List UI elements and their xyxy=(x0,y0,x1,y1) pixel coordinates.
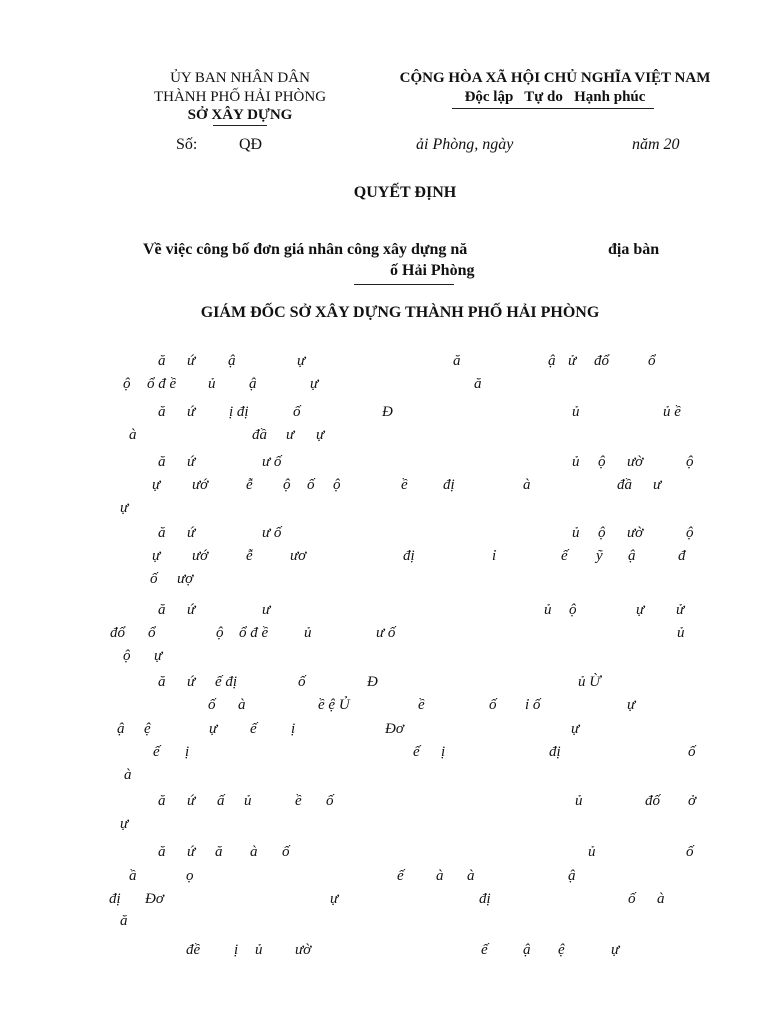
body-fragment: ủ xyxy=(572,525,580,541)
body-fragment: ị xyxy=(441,744,446,760)
body-fragment: ă xyxy=(215,844,223,860)
body-fragment: ư xyxy=(653,477,662,493)
body-fragment: à xyxy=(467,868,475,884)
body-fragment: ă xyxy=(158,674,166,690)
body-fragment: à xyxy=(657,891,665,907)
body-fragment: ổ đ ề xyxy=(239,625,269,641)
body-fragment: ứ xyxy=(187,525,196,541)
body-fragment: ổ xyxy=(648,353,656,369)
body-fragment: ậ xyxy=(249,376,257,392)
body-fragment: ộ xyxy=(283,477,291,493)
body-fragment: ộ xyxy=(598,525,606,541)
body-fragment: ứ xyxy=(187,353,196,369)
body-fragment: ậ xyxy=(117,721,125,737)
body-fragment: ự xyxy=(611,942,620,958)
body-fragment: ố xyxy=(686,844,694,860)
body-fragment: ă xyxy=(158,404,166,420)
body-fragment: ă xyxy=(120,913,128,929)
body-fragment: ư ố xyxy=(376,625,396,641)
body-fragment: ỉ ố xyxy=(525,697,541,713)
body-fragment: ầ xyxy=(129,868,137,884)
body-fragment: ề ệ Ủ xyxy=(318,697,350,713)
body-fragment: ế xyxy=(481,942,488,958)
body-fragment: ườ xyxy=(295,942,312,958)
body-fragment: ứ xyxy=(187,454,196,470)
body-fragment: ộ xyxy=(123,376,131,392)
body-fragment: ủ xyxy=(208,376,216,392)
body-fragment: ế xyxy=(561,548,568,564)
body-fragment: ị xyxy=(291,721,296,737)
body-fragment: ử xyxy=(676,602,685,618)
body-fragment: ă xyxy=(158,353,166,369)
body-fragment: ự xyxy=(627,697,636,713)
body-fragment: ế xyxy=(413,744,420,760)
body-fragment: ư xyxy=(262,602,271,618)
body-fragment: ứ xyxy=(187,844,196,860)
body-fragment: ộ xyxy=(569,602,577,618)
body-fragment: ộ xyxy=(123,648,131,664)
body-fragment: ộ xyxy=(686,525,694,541)
body-fragment: ề xyxy=(418,697,425,713)
body-fragment: à xyxy=(238,697,246,713)
body-fragment: ự xyxy=(209,721,218,737)
body-fragment: ư ố xyxy=(262,454,282,470)
body-fragment: ử xyxy=(568,353,577,369)
national-motto: Độc lập Tự do Hạnh phúc xyxy=(464,89,646,105)
body-fragment: à xyxy=(129,427,137,443)
body-fragment: ự xyxy=(571,721,580,737)
body-fragment: ố xyxy=(282,844,290,860)
body-fragment: à xyxy=(523,477,531,493)
body-fragment: ă xyxy=(453,353,461,369)
body-fragment: ủ xyxy=(588,844,596,860)
body-fragment: ự xyxy=(154,648,163,664)
body-fragment: ậ xyxy=(228,353,236,369)
body-fragment: ỉ xyxy=(492,548,497,564)
body-fragment: ậ xyxy=(523,942,531,958)
body-fragment: ự xyxy=(152,477,161,493)
body-fragment: Đ xyxy=(382,404,393,420)
body-fragment: ủ ề xyxy=(663,404,681,420)
body-fragment: ế xyxy=(153,744,160,760)
body-fragment: ự xyxy=(316,427,325,443)
body-fragment: ườ xyxy=(627,525,644,541)
body-fragment: ự xyxy=(120,500,129,516)
body-fragment: ậ xyxy=(568,868,576,884)
subject-line-1a: Về việc công bố đơn giá nhân công xây dựng nă xyxy=(143,241,468,258)
body-fragment: ủ xyxy=(544,602,552,618)
body-fragment: ố xyxy=(326,793,334,809)
body-fragment: đị xyxy=(549,744,561,760)
body-fragment: ề xyxy=(401,477,408,493)
body-fragment: ị xyxy=(234,942,239,958)
body-fragment: ươ xyxy=(290,548,307,564)
body-fragment: ủ xyxy=(572,404,580,420)
body-fragment: ế đị xyxy=(215,674,238,690)
body-fragment: đố xyxy=(645,793,660,809)
body-fragment: ộ xyxy=(216,625,224,641)
body-fragment: Đơ xyxy=(145,891,164,907)
body-fragment: ư ố xyxy=(262,525,282,541)
body-fragment: ố xyxy=(150,571,158,587)
body-fragment: ở xyxy=(688,793,697,809)
body-fragment: ậ xyxy=(628,548,636,564)
body-fragment: ộ xyxy=(598,454,606,470)
body-fragment: ổ xyxy=(148,625,156,641)
agency-line-3: SỞ XÂY DỰNG xyxy=(187,107,293,123)
body-fragment: đị xyxy=(109,891,121,907)
body-fragment: ề xyxy=(295,793,302,809)
number-label: Số: xyxy=(176,136,198,153)
body-fragment: ă xyxy=(158,525,166,541)
body-fragment: ỹ xyxy=(596,548,603,564)
body-fragment: đề xyxy=(186,942,201,958)
body-fragment: ứ xyxy=(187,404,196,420)
subject-line-1b: địa bàn xyxy=(608,241,660,258)
number-code: QĐ xyxy=(239,136,263,153)
agency-line-1: ỦY BAN NHÂN DÂN xyxy=(170,70,310,86)
body-fragment: ă xyxy=(158,602,166,618)
body-fragment: đầ xyxy=(617,477,632,493)
body-fragment: đổ xyxy=(594,353,609,369)
body-fragment: ộ xyxy=(333,477,341,493)
body-fragment: ủ xyxy=(244,793,252,809)
body-fragment: à xyxy=(250,844,258,860)
year-label: năm 20 xyxy=(632,136,680,153)
body-fragment: ố xyxy=(628,891,636,907)
body-fragment: ọ xyxy=(186,868,194,884)
body-fragment: ự xyxy=(120,816,129,832)
body-fragment: ườ xyxy=(627,454,644,470)
body-fragment: Đ xyxy=(367,674,378,690)
body-fragment: ướ xyxy=(192,548,209,564)
body-fragment: ă xyxy=(158,793,166,809)
body-fragment: ố xyxy=(208,697,216,713)
body-fragment: ố xyxy=(688,744,696,760)
body-fragment: ư xyxy=(286,427,295,443)
place-date: ải Phòng, ngày xyxy=(416,136,514,153)
body-fragment: ủ Ừ xyxy=(578,674,601,690)
body-fragment: ự xyxy=(152,548,161,564)
body-fragment: Đơ xyxy=(385,721,404,737)
body-fragment: ị xyxy=(185,744,190,760)
body-fragment: ự xyxy=(330,891,339,907)
body-fragment: à xyxy=(124,767,132,783)
body-fragment: ướ xyxy=(192,477,209,493)
authority-heading: GIÁM ĐỐC SỞ XÂY DỰNG THÀNH PHỐ HẢI PHÒNG xyxy=(200,304,600,321)
body-fragment: ủ xyxy=(677,625,685,641)
body-fragment: ă xyxy=(474,376,482,392)
body-fragment: ị đị xyxy=(229,404,249,420)
body-fragment: ậ xyxy=(548,353,556,369)
body-fragment: ế xyxy=(250,721,257,737)
body-fragment: ự xyxy=(297,353,306,369)
body-fragment: đị xyxy=(443,477,455,493)
body-fragment: ấ xyxy=(217,793,225,809)
body-fragment: ủ xyxy=(572,454,580,470)
body-fragment: ố xyxy=(489,697,497,713)
body-fragment: đổ xyxy=(110,625,125,641)
body-fragment: ủ xyxy=(255,942,263,958)
body-fragment: ứ xyxy=(187,674,196,690)
subject-line-2: ố Hải Phòng xyxy=(390,262,475,279)
decision-title: QUYẾT ĐỊNH xyxy=(353,184,457,201)
body-fragment: ố xyxy=(307,477,315,493)
body-fragment: ố xyxy=(298,674,306,690)
body-fragment: ă xyxy=(158,454,166,470)
body-fragment: ộ xyxy=(686,454,694,470)
body-fragment: đị xyxy=(403,548,415,564)
body-fragment: ă xyxy=(158,844,166,860)
body-fragment: ễ xyxy=(246,548,253,564)
body-fragment: ự xyxy=(310,376,319,392)
agency-line-2: THÀNH PHỐ HẢI PHÒNG xyxy=(153,89,327,105)
body-fragment: đị xyxy=(479,891,491,907)
body-fragment: ự xyxy=(636,602,645,618)
body-fragment: ứ xyxy=(187,793,196,809)
body-fragment: ệ xyxy=(144,721,151,737)
body-fragment: ố xyxy=(293,404,301,420)
body-fragment: à xyxy=(436,868,444,884)
body-fragment: ệ xyxy=(558,942,565,958)
body-fragment: đ xyxy=(678,548,686,564)
body-fragment: ủ xyxy=(575,793,583,809)
body-fragment: đầ xyxy=(252,427,267,443)
body-fragment: ễ xyxy=(246,477,253,493)
body-fragment: ổ đ ề xyxy=(147,376,177,392)
national-title: CỘNG HÒA XÃ HỘI CHỦ NGHĨA VIỆT NAM xyxy=(399,70,711,86)
body-fragment: ứ xyxy=(187,602,196,618)
body-fragment: ủ xyxy=(304,625,312,641)
body-fragment: ượ xyxy=(177,571,194,587)
body-fragment: ế xyxy=(397,868,404,884)
